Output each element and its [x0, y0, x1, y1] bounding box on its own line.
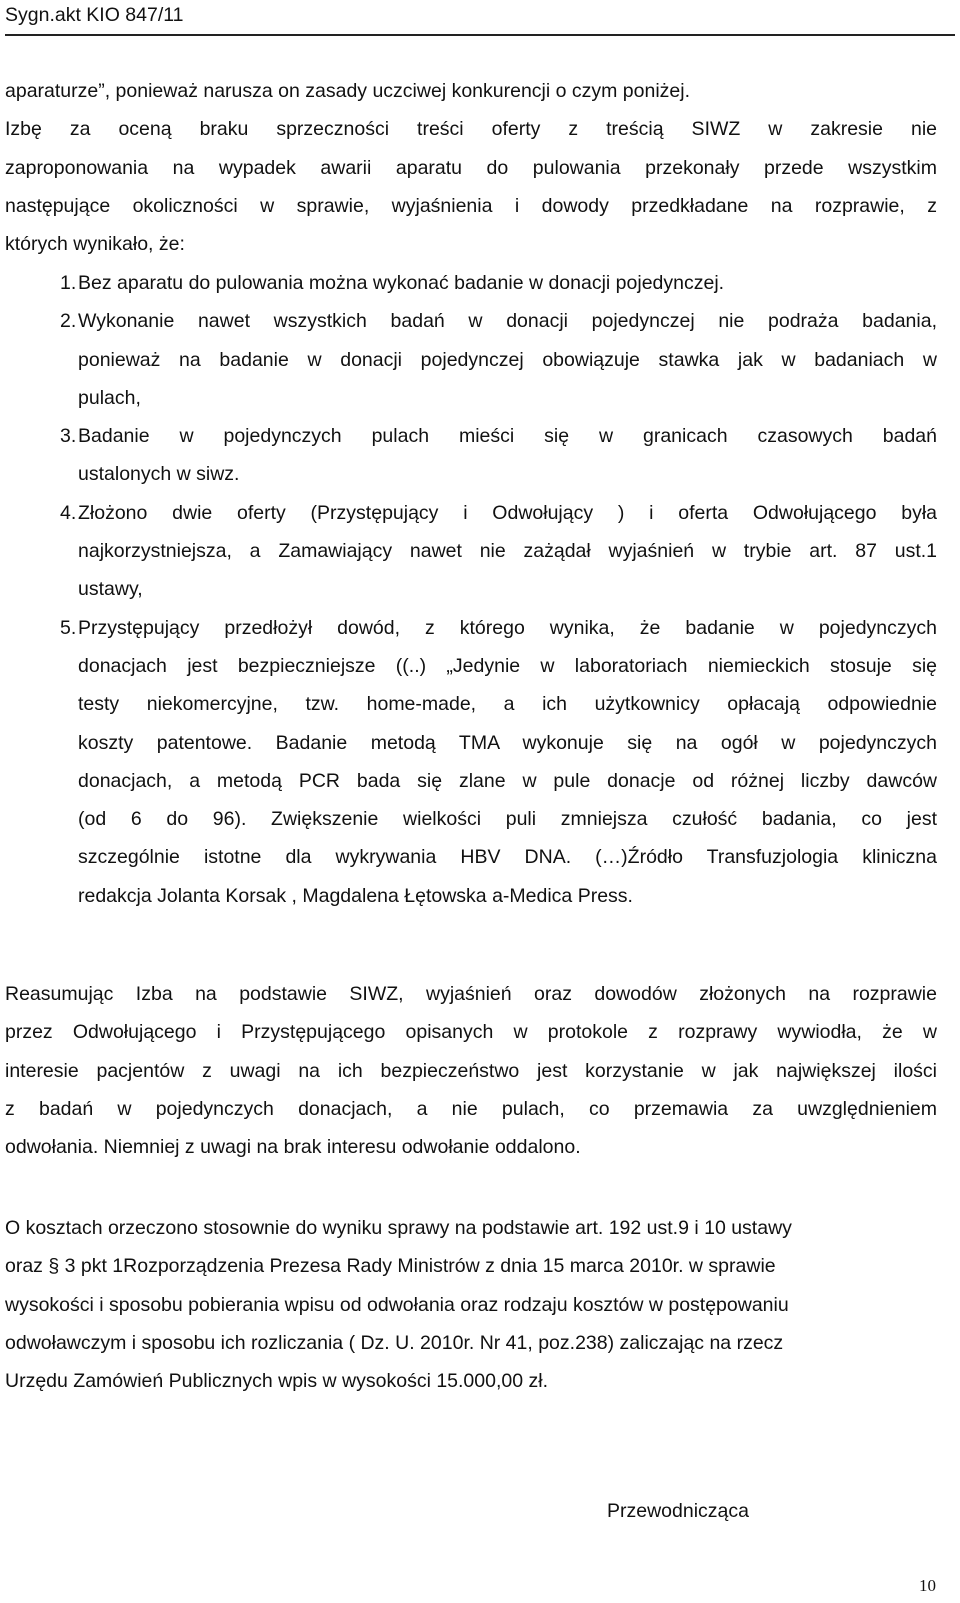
list-number: 1. [60, 272, 77, 294]
text-line: Wykonanie nawet wszystkich badań w donacji pojedynczej nie podraża badania, [78, 310, 937, 333]
list-item [5, 494, 937, 609]
text-line: koszty patentowe. Badanie metodą TMA wykonuje się na ogół w pojedynczych [78, 731, 937, 754]
text-line: odwołania. Niemniej z uwagi na brak interesu odwołanie oddalono. [5, 1136, 581, 1159]
text-line: O kosztach orzeczono stosownie do wyniku sprawy na podstawie art. 192 ust.9 i 10 ustawy [5, 1217, 792, 1239]
costs-paragraph [5, 1209, 937, 1400]
text-line: Reasumując Izba na podstawie SIWZ, wyjaśnień oraz dowodów złożonych na rozprawie [5, 983, 937, 1005]
summary-paragraph [5, 975, 937, 1166]
list-number: 4. [60, 501, 77, 524]
text-line: Urzędu Zamówień Publicznych wpis w wysokości 15.000,00 zł. [5, 1370, 548, 1393]
text-line: zaproponowania na wypadek awarii aparatu do pulowania przekonały przede wszystkim [5, 156, 937, 179]
text-line: oraz § 3 pkt 1Rozporządzenia Prezesa Rady Ministrów z dnia 15 marca 2010r. w sprawie [5, 1255, 776, 1278]
text-line: najkorzystniejsza, a Zamawiający nawet nie zażądał wyjaśnień w trybie art. 87 ust.1 [78, 540, 937, 563]
text-line: szczególnie istotne dla wykrywania HBV DNA. (…)Źródło Transfuzjologia kliniczna [78, 846, 937, 869]
text-line: redakcja Jolanta Korsak , Magdalena Łętowska a-Medica Press. [78, 884, 633, 907]
list-item [5, 264, 937, 302]
findings-list [5, 264, 937, 915]
text-line: których wynikało, że: [5, 233, 185, 256]
text-line: aparaturze”, ponieważ narusza on zasady uczciwej konkurencji o czym poniżej. [5, 80, 691, 102]
signature-label: Przewodnicząca [607, 1500, 749, 1522]
list-item [5, 417, 937, 494]
text-line: wysokości i sposobu pobierania wpisu od odwołania oraz rodzaju kosztów w postępowaniu [5, 1293, 789, 1316]
text-line: testy niekomercyjne, tzw. home-made, a ich użytkownicy opłacają odpowiednie [78, 693, 937, 716]
text-line: donacjach, a metodą PCR bada się zlane w pule donacje od różnej liczby dawców [78, 769, 937, 792]
text-line: ustalonych w siwz. [78, 463, 240, 486]
text-line: interesie pacjentów z uwagi na ich bezpieczeństwo jest korzystanie w jak największej ilości [5, 1059, 937, 1082]
header-divider [5, 34, 955, 36]
intro-paragraph [5, 72, 937, 263]
text-line: przez Odwołującego i Przystępującego opisanych w protokole z rozprawy wywiodła, że w [5, 1021, 937, 1044]
case-reference: Sygn.akt KIO 847/11 [5, 4, 184, 26]
text-line: Złożono dwie oferty (Przystępujący i Odwołujący ) i oferta Odwołującego była [78, 501, 937, 524]
text-line: ustawy, [78, 578, 143, 601]
text-line: ponieważ na badanie w donacji pojedynczej obowiązuje stawka jak w badaniach w [78, 348, 937, 371]
text-line: pulach, [78, 386, 141, 409]
list-number: 2. [60, 310, 77, 333]
text-line: (od 6 do 96). Zwiększenie wielkości puli zmniejsza czułość badania, co jest [78, 808, 937, 831]
text-line: donacjach jest bezpieczniejsze ((..) „Jedynie w laboratoriach niemieckich stosuje się [78, 654, 937, 677]
page-number: 10 [919, 1576, 936, 1595]
list-number: 3. [60, 425, 77, 448]
text-line: Bez aparatu do pulowania można wykonać badanie w donacji pojedynczej. [78, 272, 725, 294]
text-line: Izbę za oceną braku sprzeczności treści oferty z treścią SIWZ w zakresie nie [5, 118, 937, 141]
list-item [5, 609, 937, 915]
text-line: Badanie w pojedynczych pulach mieści się w granicach czasowych badań [78, 425, 937, 448]
text-line: z badań w pojedynczych donacjach, a nie pulach, co przemawia za uwzględnieniem [5, 1097, 937, 1120]
text-line: następujące okoliczności w sprawie, wyjaśnienia i dowody przedkładane na rozprawie, z [5, 194, 937, 217]
list-number: 5. [60, 616, 77, 639]
text-line: Przystępujący przedłożył dowód, z którego wynika, że badanie w pojedynczych [78, 616, 937, 639]
text-line: odwoławczym i sposobu ich rozliczania ( Dz. U. 2010r. Nr 41, poz.238) zaliczając na rzecz [5, 1331, 784, 1354]
list-item [5, 302, 937, 417]
